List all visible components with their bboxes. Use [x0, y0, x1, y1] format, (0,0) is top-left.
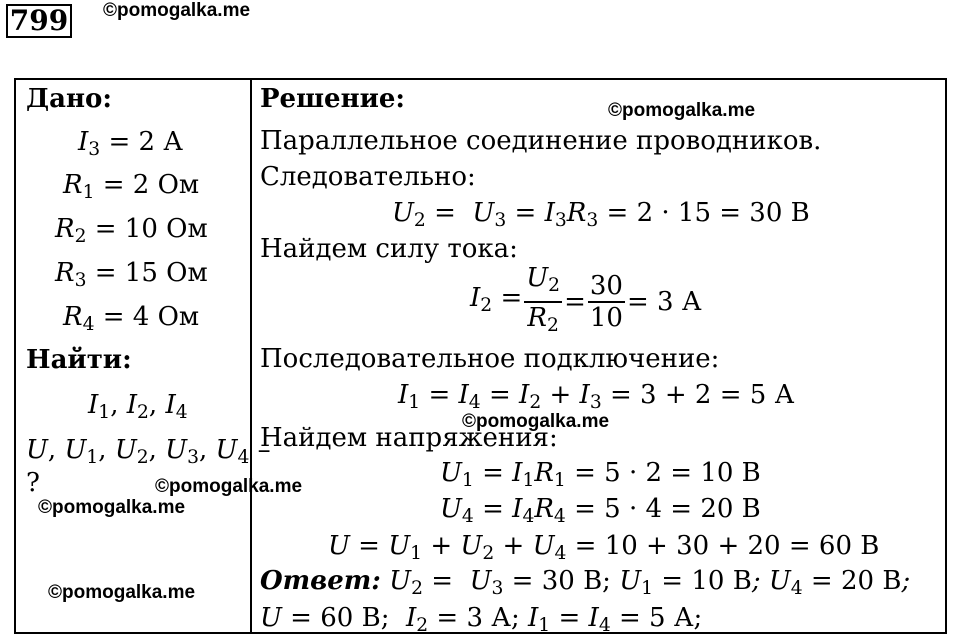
- given-heading: Дано:: [26, 84, 112, 114]
- solution-text: Найдем силу тока:: [260, 234, 518, 264]
- find-line: U, $U_1$, $U_2$, $U_3$, $U_4$ –: [26, 435, 271, 469]
- given-item: $R_1 = 2$ Ом: [63, 170, 200, 204]
- solution-heading: Решение:: [260, 84, 406, 114]
- answer-label: Ответ:: [260, 566, 381, 596]
- find-line: $I_1$, $I_2$, $I_4$: [88, 390, 188, 424]
- watermark: ©pomogalka.me: [155, 476, 303, 497]
- solution-text: Последовательное подключение:: [260, 344, 720, 374]
- given-item: $I_3 = 2$ А: [78, 127, 183, 161]
- equation: $I_1 = I_4 = I_2 + I_3 = 3 + 2 = 5$ А: [398, 380, 795, 414]
- equation-fraction: $I_2$ = $\frac{U_2}{R_2}$ = $\frac{30}{10}$ = 3 А: [470, 262, 702, 337]
- watermark: ©pomogalka.me: [48, 582, 196, 603]
- problem-number: 799: [6, 4, 72, 38]
- given-item: $R_2 = 10$ Ом: [55, 214, 208, 248]
- find-question: ?: [26, 468, 40, 498]
- find-heading: Найти:: [26, 345, 132, 375]
- equation: $U = U_1 + U_2 + U_4 = 10 + 30 + 20 = 60$ В: [328, 531, 880, 565]
- solution-text: Следовательно:: [260, 162, 476, 192]
- equation: $U_4 = I_4R_4 = 5 \cdot 4 = 20$ В: [440, 494, 761, 528]
- answer-line: Ответ: $U_2 = U_3 = 30$ В; $U_1 = 10$ В; $U_4 = 20$ В;: [260, 566, 911, 600]
- column-divider: [250, 78, 252, 634]
- equation: $U_1 = I_1R_1 = 5 \cdot 2 = 10$ В: [440, 458, 761, 492]
- watermark: ©pomogalka.me: [608, 100, 756, 121]
- given-item: $R_4 = 4$ Ом: [63, 302, 200, 336]
- watermark: ©pomogalka.me: [38, 497, 186, 518]
- answer-line: U = 60 В; $I_2 = 3$ А; $I_1 = I_4 = 5$ А;: [260, 603, 703, 637]
- equation: $U_2 = U_3 = I_3R_3 = 2 \cdot 15 = 30$ В: [392, 198, 810, 232]
- given-item: $R_3 = 15$ Ом: [55, 258, 208, 292]
- watermark: ©pomogalka.me: [103, 0, 251, 21]
- solution-text: Параллельное соединение проводников.: [260, 126, 822, 156]
- watermark: ©pomogalka.me: [462, 411, 610, 432]
- solution-text: Найдем напряжения:: [260, 423, 558, 453]
